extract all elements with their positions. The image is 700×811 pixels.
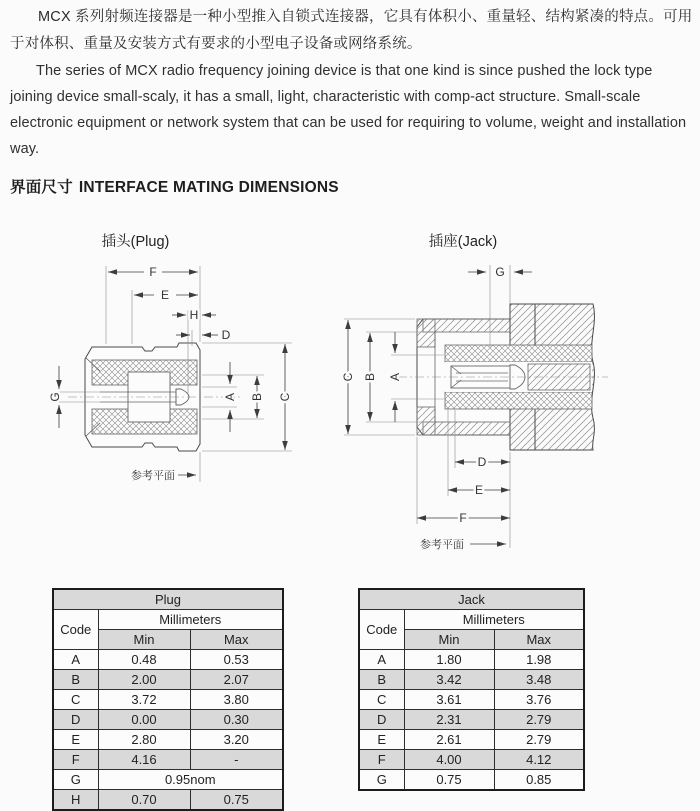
max-cell: 4.12 bbox=[494, 750, 584, 770]
plug-dim-f: F bbox=[149, 265, 157, 279]
unit-header: Millimeters bbox=[404, 610, 584, 630]
table-row bbox=[359, 670, 584, 690]
table-title: Plug bbox=[53, 589, 283, 610]
jack-dim-d: D bbox=[477, 455, 487, 469]
table-row bbox=[359, 710, 584, 730]
min-cell: 0.75 bbox=[404, 770, 494, 791]
section-heading-zh: 界面尺寸 bbox=[10, 179, 73, 196]
code-cell: E bbox=[359, 730, 404, 750]
max-cell: 2.07 bbox=[190, 670, 283, 690]
max-cell: 3.20 bbox=[190, 730, 283, 750]
min-cell: 2.00 bbox=[98, 670, 190, 690]
plug-dim-g: G bbox=[48, 392, 62, 402]
jack-insulator-bottom bbox=[445, 392, 592, 409]
max-cell: 0.75 bbox=[190, 790, 283, 811]
min-cell: 4.16 bbox=[98, 750, 190, 770]
table-row bbox=[359, 650, 584, 670]
min-cell: 0.70 bbox=[98, 790, 190, 811]
max-cell: 3.76 bbox=[494, 690, 584, 710]
min-cell: 2.80 bbox=[98, 730, 190, 750]
max-cell: - bbox=[190, 750, 283, 770]
code-header: Code bbox=[53, 610, 98, 650]
table-row bbox=[53, 730, 283, 750]
table-row bbox=[53, 670, 283, 690]
min-cell: 4.00 bbox=[404, 750, 494, 770]
plug-dim-h: H bbox=[189, 308, 199, 322]
min-header: Min bbox=[404, 630, 494, 650]
table-row bbox=[53, 710, 283, 730]
max-cell: 1.98 bbox=[494, 650, 584, 670]
plug-dim-c: C bbox=[278, 392, 292, 402]
max-cell: 0.53 bbox=[190, 650, 283, 670]
section-heading bbox=[10, 175, 339, 197]
jack-technical-drawing bbox=[340, 252, 700, 577]
max-cell: 2.79 bbox=[494, 710, 584, 730]
min-cell: 3.61 bbox=[404, 690, 494, 710]
code-cell: B bbox=[359, 670, 404, 690]
min-cell: 3.72 bbox=[98, 690, 190, 710]
min-cell: 2.61 bbox=[404, 730, 494, 750]
max-cell: 2.79 bbox=[494, 730, 584, 750]
code-cell: D bbox=[359, 710, 404, 730]
min-cell: 2.31 bbox=[404, 710, 494, 730]
plug-table bbox=[52, 588, 284, 811]
jack-shell-top-wall bbox=[423, 319, 510, 332]
intro-paragraph-zh: MCX 系列射频连接器是一种小型推入自锁式连接器，它具有体积小、重量轻、结构紧凑的特点。可用于对体积、重量及安装方式有要求的小型电子设备或网络系统。 bbox=[10, 9, 693, 52]
plug-diagram-title: 插头(Plug) bbox=[101, 234, 170, 250]
jack-dim-b: B bbox=[363, 372, 377, 382]
code-cell: G bbox=[53, 770, 98, 790]
jack-dim-e: E bbox=[474, 483, 484, 497]
table-row bbox=[359, 730, 584, 750]
table-title-row bbox=[359, 589, 584, 610]
nom-cell: 0.95nom bbox=[98, 770, 283, 790]
jack-dim-f: F bbox=[459, 511, 467, 525]
min-cell: 1.80 bbox=[404, 650, 494, 670]
jack-insulator-top bbox=[445, 345, 592, 362]
intro-block bbox=[10, 4, 694, 162]
plug-dim-a: A bbox=[223, 392, 237, 402]
jack-shell-bottom-wall bbox=[423, 422, 510, 435]
max-cell: 3.80 bbox=[190, 690, 283, 710]
code-cell: A bbox=[359, 650, 404, 670]
jack-table bbox=[358, 588, 585, 791]
max-header: Max bbox=[494, 630, 584, 650]
table-row bbox=[53, 770, 283, 790]
max-cell: 0.30 bbox=[190, 710, 283, 730]
plug-dim-e: E bbox=[160, 288, 170, 302]
code-cell: F bbox=[53, 750, 98, 770]
table-row bbox=[53, 650, 283, 670]
code-cell: B bbox=[53, 670, 98, 690]
code-cell: H bbox=[53, 790, 98, 811]
table-header-row bbox=[359, 610, 584, 630]
plug-technical-drawing bbox=[40, 252, 320, 502]
code-cell: C bbox=[53, 690, 98, 710]
jack-dim-g: G bbox=[495, 265, 505, 279]
max-cell: 0.85 bbox=[494, 770, 584, 791]
table-header-row bbox=[53, 610, 283, 630]
code-cell: A bbox=[53, 650, 98, 670]
plug-dim-b: B bbox=[250, 392, 264, 402]
plug-dim-d: D bbox=[221, 328, 231, 342]
code-cell: F bbox=[359, 750, 404, 770]
unit-header: Millimeters bbox=[98, 610, 283, 630]
min-cell: 0.48 bbox=[98, 650, 190, 670]
jack-diagram-title: 插座(Jack) bbox=[428, 234, 498, 250]
code-cell: C bbox=[359, 690, 404, 710]
code-cell: E bbox=[53, 730, 98, 750]
jack-dim-a: A bbox=[388, 372, 402, 382]
max-cell: 3.48 bbox=[494, 670, 584, 690]
table-row bbox=[359, 690, 584, 710]
max-header: Max bbox=[190, 630, 283, 650]
table-row bbox=[53, 790, 283, 811]
plug-reference-plane-label: 参考平面 bbox=[131, 470, 175, 482]
code-cell: D bbox=[53, 710, 98, 730]
code-header: Code bbox=[359, 610, 404, 650]
jack-reference-plane-label: 参考平面 bbox=[420, 539, 464, 551]
table-row bbox=[53, 690, 283, 710]
code-cell: G bbox=[359, 770, 404, 791]
section-heading-en: INTERFACE MATING DIMENSIONS bbox=[78, 179, 339, 196]
min-cell: 0.00 bbox=[98, 710, 190, 730]
table-row bbox=[359, 770, 584, 791]
table-title: Jack bbox=[359, 589, 584, 610]
min-cell: 3.42 bbox=[404, 670, 494, 690]
table-row bbox=[359, 750, 584, 770]
table-row bbox=[53, 750, 283, 770]
intro-paragraph-en: The series of MCX radio frequency joining device is that one kind is since pushed the lock type joining device small-scaly, it has a small, light, characteristic with comp-act structure. Small-scale electronic equipment or network system that can be used for requiring to volume, weight and installation way. bbox=[10, 63, 687, 157]
table-title-row bbox=[53, 589, 283, 610]
min-header: Min bbox=[98, 630, 190, 650]
jack-dim-c: C bbox=[341, 372, 355, 382]
